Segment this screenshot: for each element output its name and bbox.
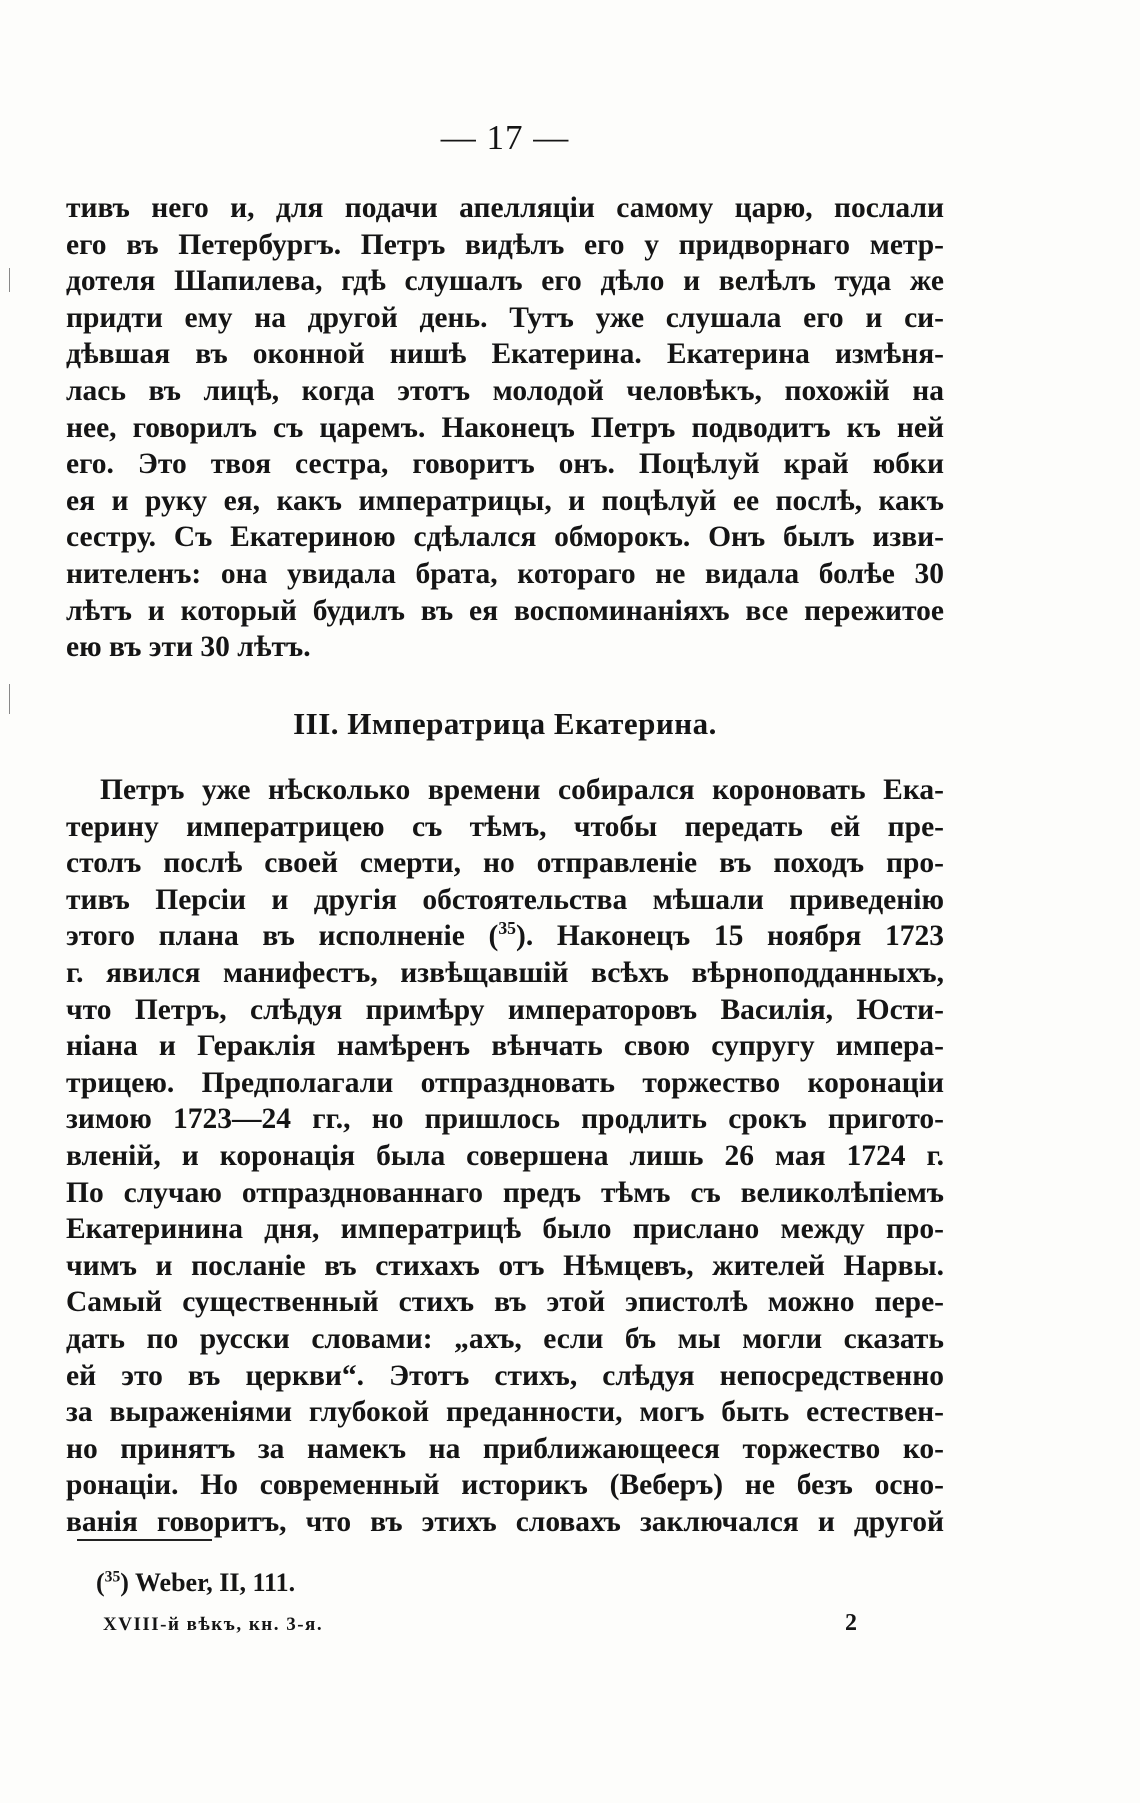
text-line: дѣвшая въ оконной нишѣ Екатерина. Екатерина измѣня-	[66, 338, 944, 371]
text-line: ею въ эти 30 лѣтъ.	[66, 631, 311, 664]
printer-signature: XVIII-й вѣкъ, кн. 3-я.	[103, 1614, 324, 1635]
text-line: трицею. Предполагали отпраздновать торжество коронаціи	[66, 1066, 944, 1099]
text-line: столъ послѣ своей смерти, но отправленіе въ походъ про-	[66, 847, 944, 880]
text-line: его въ Петербургъ. Петръ видѣлъ его у придворнаго метр-	[66, 228, 944, 261]
text-line: зимою 1723—24 гг., но пришлось продлить срокъ пригото-	[66, 1103, 944, 1136]
footnote: ($^{35}$) Weber, II, 111.	[96, 1568, 296, 1597]
page-number: — 17 —	[440, 118, 570, 157]
text-line: ніана и Гераклія намѣренъ вѣнчать свою супругу импера-	[66, 1030, 944, 1063]
sheet-number: 2	[845, 1610, 857, 1636]
text-line: Самый существенный стихъ въ этой эпистолѣ можно пере-	[66, 1286, 944, 1319]
text-line: его. Это твоя сестра, говоритъ онъ. Поцѣлуй край юбки	[66, 448, 944, 481]
text-line: терину императрицею съ тѣмъ, чтобы передать ей пре-	[66, 810, 944, 843]
text-line: лась въ лицѣ, когда этотъ молодой человѣкъ, похожій на	[66, 374, 944, 407]
text-line: нителенъ: она увидала брата, котораго не видала болѣе 30	[66, 557, 944, 590]
text-line: придти ему на другой день. Тутъ уже слушала его и си-	[66, 301, 944, 334]
paragraph-continuation	[66, 190, 944, 666]
text-line: что Петръ, слѣдуя примѣру императоровъ Василія, Юсти-	[66, 993, 944, 1026]
text-line: за выраженіями глубокой преданности, могъ быть естествен-	[66, 1396, 944, 1429]
footnote-marker: 35	[104, 1568, 121, 1586]
scan-artifact-line	[9, 268, 10, 292]
text-line: Екатеринина дня, императрицѣ было прислано между про-	[66, 1213, 944, 1246]
footnote-divider	[77, 1539, 212, 1541]
text-line: нее, говорилъ съ царемъ. Наконецъ Петръ подводитъ къ ней	[66, 411, 944, 444]
text-line: дотеля Шапилева, гдѣ слушалъ его дѣло и велѣлъ туда же	[66, 265, 944, 298]
text-line: По случаю отпразднованнаго предъ тѣмъ съ великолѣпіемъ	[66, 1176, 944, 1209]
text-fragment: ). Наконецъ 15 ноября 1723	[516, 920, 944, 953]
text-line: ванія говоритъ, что въ этихъ словахъ заключался и другой	[66, 1505, 944, 1538]
paragraph-section-three	[66, 772, 944, 1540]
text-line: г. явился манифестъ, извѣщавшій всѣхъ вѣрноподданныхъ,	[66, 956, 944, 989]
text-line: ронаціи. Но современный историкъ (Веберъ) не безъ осно-	[66, 1469, 944, 1502]
footnote-reference: 35	[498, 918, 517, 939]
text-line: дать по русски словами: „ахъ, если бъ мы могли сказать	[66, 1322, 944, 1355]
text-line: вленій, и коронація была совершена лишь 26 мая 1724 г.	[66, 1139, 944, 1172]
text-line: тивъ Персіи и другія обстоятельства мѣшали приведенію	[66, 883, 944, 916]
scan-artifact-line	[9, 684, 10, 714]
text-line-with-footnote-ref	[66, 918, 944, 955]
section-heading: III. Императрица Екатерина.	[293, 706, 717, 741]
text-fragment: этого плана въ исполненіе (	[66, 920, 499, 953]
text-line: ей это въ церкви“. Этотъ стихъ, слѣдуя непосредственно	[66, 1359, 944, 1392]
text-line: ея и руку ея, какъ императрицы, и поцѣлуй ее послѣ, какъ	[66, 484, 944, 517]
text-line: лѣтъ и который будилъ въ ея воспоминаніяхъ все пережитое	[66, 594, 944, 627]
text-line: Петръ уже нѣсколько времени собирался короновать Ека-	[100, 774, 944, 806]
text-line: тивъ него и, для подачи апелляціи самому царю, послали	[66, 192, 944, 224]
book-page	[66, 0, 944, 1803]
text-line: чимъ и посланіе въ стихахъ отъ Нѣмцевъ, жителей Нарвы.	[66, 1249, 944, 1282]
text-line: сестру. Съ Екатериною сдѣлался обморокъ. Онъ былъ изви-	[66, 521, 944, 554]
footnote-text: Weber, II, 111.	[134, 1568, 296, 1597]
text-line: но принятъ за намекъ на приближающееся торжество ко-	[66, 1432, 944, 1465]
